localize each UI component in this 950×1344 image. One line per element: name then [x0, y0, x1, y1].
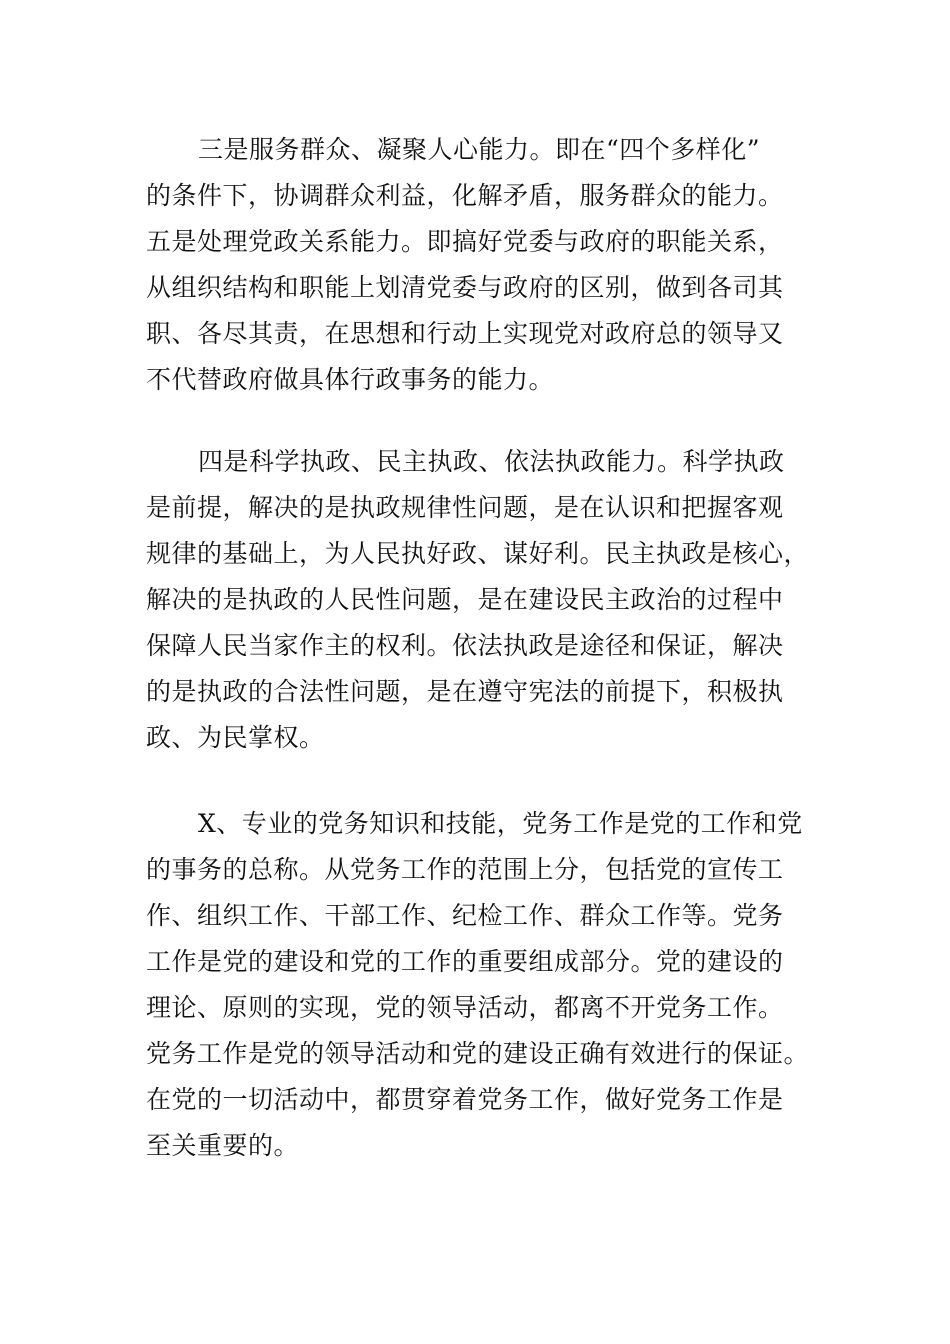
paragraph-3-line-6: 党务工作是党的领导活动和党的建设正确有效进行的保证。 [146, 1039, 810, 1068]
paragraph-1-line-6: 不代替政府做具体行政事务的能力。 [146, 365, 555, 394]
paragraph-2-line-6: 的是执政的合法性问题，是在遵守宪法的前提下，积极执 [146, 677, 784, 706]
paragraph-1-line-4: 从组织结构和职能上划清党委与政府的区别，做到各司其 [146, 273, 784, 302]
paragraph-3-line-5: 理论、原则的实现，党的领导活动，都离不开党务工作。 [146, 993, 784, 1022]
paragraph-2-line-2: 是前提，解决的是执政规律性问题，是在认识和把握客观 [146, 493, 784, 522]
paragraph-2-line-5: 保障人民当家作主的权利。依法执政是途径和保证，解决 [146, 631, 784, 660]
paragraph-1-line-2: 的条件下，协调群众利益，化解矛盾，服务群众的能力。 [146, 181, 784, 210]
paragraph-2-line-4: 解决的是执政的人民性问题，是在建设民主政治的过程中 [146, 585, 784, 614]
paragraph-3-line-1: X、专业的党务知识和技能，党务工作是党的工作和党 [198, 809, 803, 838]
paragraph-1-line-1: 三是服务群众、凝聚人心能力。即在“四个多样化” [198, 135, 761, 164]
paragraph-1-line-3: 五是处理党政关系能力。即搞好党委与政府的职能关系， [146, 227, 784, 256]
paragraph-3-line-8: 至关重要的。 [146, 1131, 300, 1160]
paragraph-3-line-7: 在党的一切活动中，都贯穿着党务工作，做好党务工作是 [146, 1085, 784, 1114]
paragraph-2-line-3: 规律的基础上，为人民执好政、谋好利。民主执政是核心， [146, 539, 810, 568]
paragraph-2-line-7: 政、为民掌权。 [146, 723, 325, 752]
paragraph-1-line-5: 职、各尽其责，在思想和行动上实现党对政府总的领导又 [146, 319, 784, 348]
paragraph-3-line-4: 工作是党的建设和党的工作的重要组成部分。党的建设的 [146, 947, 784, 976]
paragraph-3-line-3: 作、组织工作、干部工作、纪检工作、群众工作等。党务 [146, 901, 784, 930]
paragraph-2-line-1: 四是科学执政、民主执政、依法执政能力。科学执政 [198, 447, 785, 476]
paragraph-3-line-2: 的事务的总称。从党务工作的范围上分，包括党的宣传工 [146, 855, 784, 884]
